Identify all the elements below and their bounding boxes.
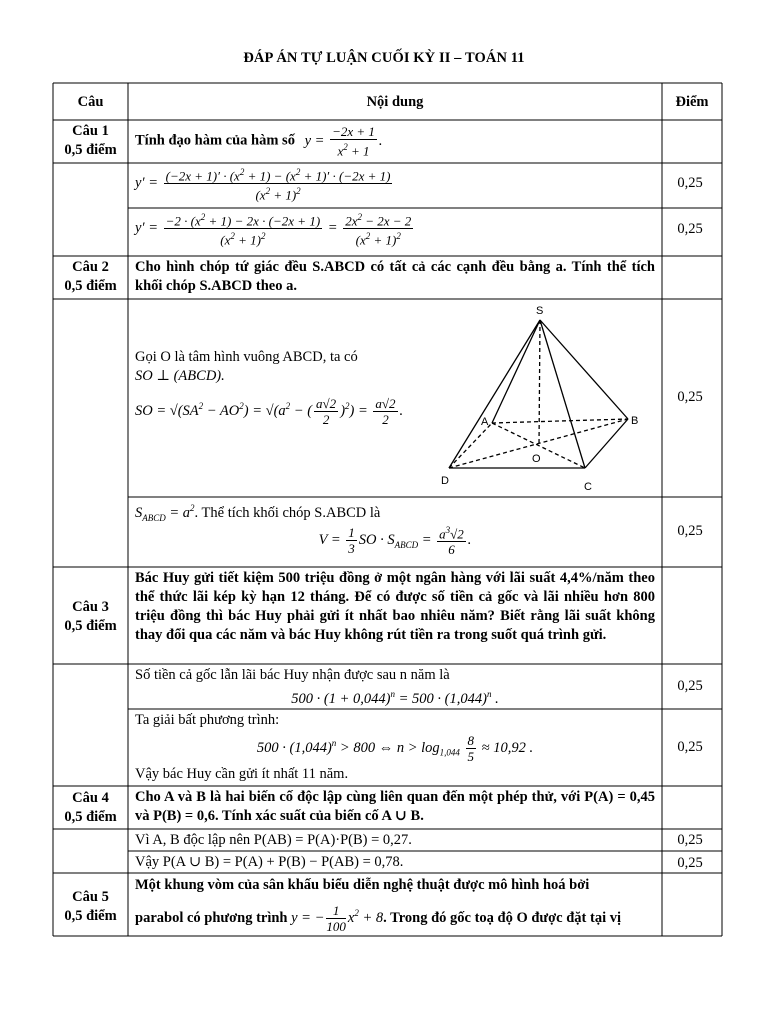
q2-score2: 0,25 [677, 523, 703, 539]
header-noi-dung: Nội dung [366, 94, 424, 110]
q2-step1-line1: Gọi O là tâm hình vuông ABCD, ta có [135, 349, 358, 365]
q2-points: 0,5 điểm [64, 278, 117, 294]
q2-step2-text: Thể tích khối chóp S.ABCD là [201, 504, 381, 521]
q2-step1-line2: SO ⊥ (ABCD). [135, 368, 225, 384]
header-diem: Điểm [675, 94, 709, 110]
q5-prompt-line1: Một khung vòm của sân khấu biểu diễn nghệ thuật được mô hình hoá bởi [135, 877, 590, 893]
q1-label [53, 122, 128, 160]
label-C: C [584, 481, 592, 493]
q4-points: 0,5 điểm [64, 809, 117, 825]
q2-so-formula: SO = $√(SA^2 - AO^2) = √(a^2$ − ( $\frac{a√2}{2}$ )$^2$) = $\frac{a√2}{2}$ . [135, 396, 404, 427]
q3-prompt: Bác Huy gửi tiết kiệm 500 triệu đồng ở một ngân hàng với lãi suất 4,4%/năm theo thể thức lãi kép kỳ hạn 12 tháng. Để có được số tiền cả gốc và lãi nhiều hơn 800 triệu đồng thì bác Huy phải gửi ít nhất bao nhiêu năm? Biết rằng lãi suất không thay đổi qua các năm và bác Huy không rút tiền ra trong suốt quá trình gửi. [135, 570, 655, 643]
q1-score2: 0,25 [677, 221, 703, 237]
q5-prompt-b: parabol có phương trình [135, 909, 288, 926]
label-A: A [481, 416, 489, 428]
label-B: B [631, 415, 639, 427]
q1-label-text: Câu 1 [72, 123, 109, 139]
q4-prompt: Cho A và B là hai biến cố độc lập cùng liên quan đến một phép thử, với P(A) = 0,45 và P(B) = 0,6. Tính xác suất của biến cố A ∪ B. [135, 789, 655, 824]
q1-prompt-text: Tính đạo hàm của hàm số [135, 132, 295, 149]
q5-points: 0,5 điểm [64, 908, 117, 924]
q1-step2: y′ = $\frac{-2 \cdot (x^2 + 1) - 2x \cdot (-2x + 1)}{(x^2 + 1)^2}$ = $\frac{2x^2 - 2x - 2}{(x^2 + 1)^2}$ [135, 212, 412, 248]
q3-step1: Số tiền cả gốc lẫn lãi bác Huy nhận được sau n năm là $500 \cdot (1 + 0,044)^n = 500 \cdot (1,044)^n$ . [135, 666, 655, 709]
q1-score1: 0,25 [677, 175, 703, 191]
q3-step2-text: Ta giải bất phương trình: [135, 712, 280, 728]
header-cau: Câu [77, 94, 104, 110]
q4-label [53, 789, 128, 827]
q3-points: 0,5 điểm [64, 618, 117, 634]
q2-step1 [135, 348, 427, 386]
q5-prompt-line2: parabol có phương trình y = − $\frac{1}{100}$ $x^2 + 8$. Trong đó gốc toạ độ O được đặt tại vị [135, 903, 622, 934]
q3-score1: 0,25 [677, 678, 703, 694]
q2-label [53, 258, 128, 296]
q3-label-text: Câu 3 [72, 599, 109, 615]
q4-label-text: Câu 4 [72, 790, 109, 806]
q2-score1: 0,25 [677, 389, 703, 405]
q3-conclusion: Vậy bác Huy cần gửi ít nhất 11 năm. [135, 766, 349, 782]
q2-step2: $S_{ABCD} = a^2$. Thể tích khối chóp S.ABCD là [135, 503, 381, 523]
label-S: S [536, 305, 544, 317]
q3-label [53, 598, 128, 636]
label-D: D [441, 475, 449, 487]
q2-prompt: Cho hình chóp tứ giác đều S.ABCD có tất cả các cạnh đều bằng a. Tính thể tích khối chóp S.ABCD theo a. [135, 259, 655, 294]
q4-step1: Vì A, B độc lập nên P(AB) = P(A)·P(B) = 0,27. [135, 832, 412, 848]
document-title: ĐÁP ÁN TỰ LUẬN CUỐI KỲ II – TOÁN 11 [243, 50, 525, 66]
q3-step1-text: Số tiền cả gốc lẫn lãi bác Huy nhận được sau n năm là [135, 667, 450, 683]
q3-step2: Ta giải bất phương trình: $500 \cdot (1,044)^n > 800$ ⇔ $n > \log_{1,044}$ $\frac{8}{5}$ ≈ 10,92 . Vậy bác Huy cần gửi ít nhất 11 năm. [135, 711, 655, 784]
q1-points: 0,5 điểm [64, 142, 117, 158]
pyramid-figure [432, 300, 646, 496]
q4-score1: 0,25 [677, 832, 703, 848]
q4-score2: 0,25 [677, 855, 703, 871]
q1-step1: y′ = $\frac{(-2x + 1)' \cdot (x^2 + 1) - (x^2 + 1)' \cdot (-2x + 1)}{(x^2 + 1)^2}$ [135, 167, 391, 203]
q2-label-text: Câu 2 [72, 259, 109, 275]
label-O: O [532, 453, 541, 465]
q3-score2: 0,25 [677, 739, 703, 755]
q2-volume-formula: V = $\frac{1}{3}$ SO · $S_{ABCD}$ = $\frac{a^3√2}{6}$ . [318, 524, 472, 558]
q1-prompt: Tính đạo hàm của hàm số y = $\frac{-2x + 1}{x^2 + 1}$ . [135, 124, 383, 159]
q5-label [53, 888, 128, 926]
q4-step2: Vậy P(A ∪ B) = P(A) + P(B) − P(AB) = 0,78. [135, 854, 404, 870]
q5-prompt-c: . Trong đó gốc toạ độ O được đặt tại vị [383, 909, 622, 926]
q5-label-text: Câu 5 [72, 889, 109, 905]
